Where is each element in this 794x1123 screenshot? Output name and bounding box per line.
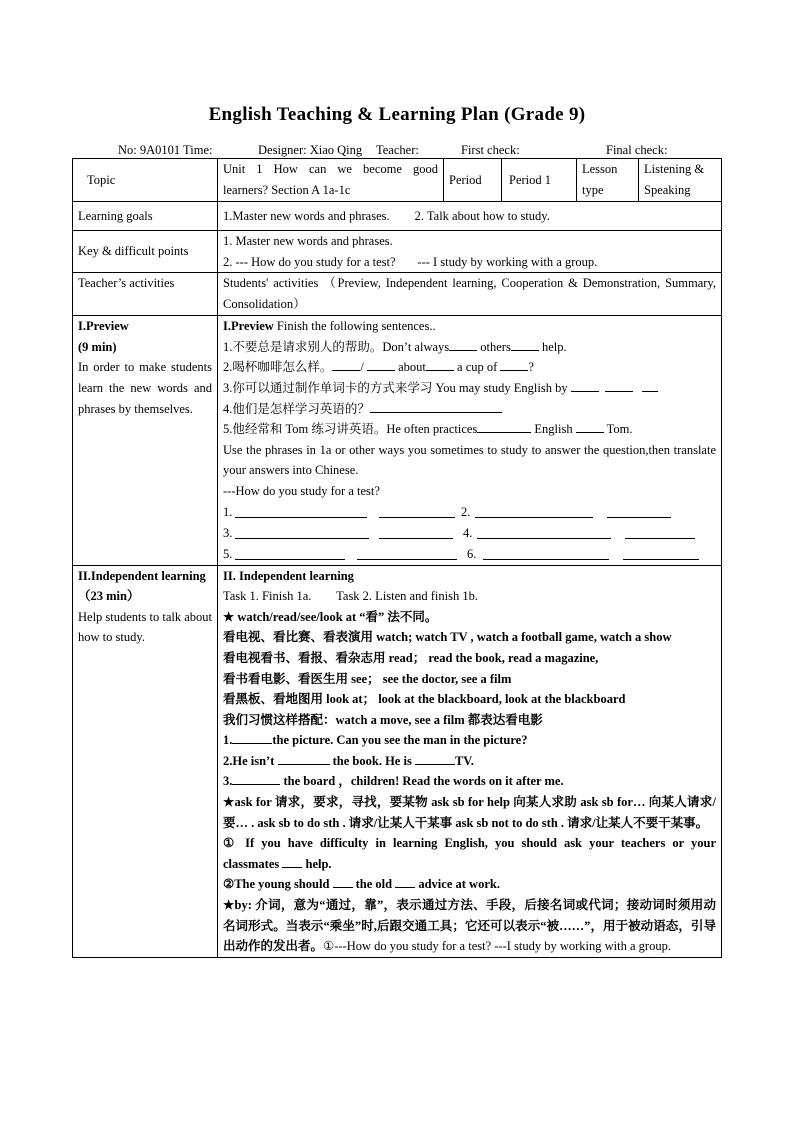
independent-row <box>73 565 722 957</box>
watch-read-see-note: ★ watch/read/see/look at “看” 法不同。 <box>223 609 438 624</box>
read-usage: 看电视看书、看报、看杂志用 read； read the book, read a magazine, <box>223 650 599 665</box>
answer-blank[interactable] <box>576 419 604 433</box>
page-title: English Teaching & Learning Plan (Grade 9) <box>208 104 586 125</box>
independent-left-desc: Help students to talk about how to study. <box>78 609 213 645</box>
preview-cell <box>218 316 722 565</box>
answer-line[interactable] <box>235 517 367 518</box>
answer-blank[interactable] <box>449 337 477 351</box>
plan-number: No: 9A0101 Time: <box>118 143 213 157</box>
ask-for-note: ★ask for 请求，要求，寻找，要某物 ask sb for help 向某人求助 ask sb for… 向某人请求/要… . ask sb to do sth . 请求/让某人干某事 ask sb not to do sth . 请求/让某人不要干某事。 <box>223 795 716 830</box>
preview-sentence-1: 1.不要总是请求别人的帮助。Don’t always others help. <box>223 337 716 358</box>
designer: Designer: Xiao Qing <box>258 143 363 157</box>
activities-row <box>73 273 722 316</box>
exercise-3: 3. the board ，children! Read the words on it after me. <box>223 771 716 792</box>
answer-blank[interactable] <box>278 751 330 765</box>
answer-lines-3-4: 3. 4. <box>223 523 716 544</box>
learning-goals-label: Learning goals <box>73 202 218 231</box>
answer-blank[interactable] <box>571 378 599 392</box>
answer-line[interactable] <box>357 559 457 560</box>
preview-left-cell <box>73 316 218 565</box>
use-phrases-instruction: Use the phrases in 1a or other ways you sometimes to study to answer the question,then translate your answers into Chinese. <box>223 442 716 478</box>
answer-blank[interactable] <box>370 399 502 413</box>
preview-left-heading: I.Preview <box>78 319 129 334</box>
topic-label: Topic <box>73 159 218 202</box>
period-value: Period 1 <box>502 159 577 202</box>
teacher: Teacher: <box>376 143 419 157</box>
answer-blank[interactable] <box>282 854 302 868</box>
preview-heading: I.Preview <box>223 319 274 334</box>
answer-line[interactable] <box>607 517 671 518</box>
ask-for-question-1: ① If you have difficulty in learning English, you should ask your teachers or your classmates help. <box>223 836 716 871</box>
topic-row <box>73 159 722 202</box>
answer-lines-1-2: 1. 2. <box>223 502 716 523</box>
preview-instruction-line <box>223 316 716 337</box>
key-points-label: Key & difficult points <box>73 231 218 273</box>
teacher-activities-label: Teacher’s activities <box>73 273 218 316</box>
key-point-1: 1. Master new words and phrases. <box>223 234 393 248</box>
independent-heading: II. Independent learning <box>223 568 354 583</box>
lesson-type-label: Lesson type <box>577 159 639 202</box>
answer-line[interactable] <box>483 559 609 560</box>
plan-table <box>72 158 722 958</box>
look-at-usage: 看黑板、看地图用 look at； look at the blackboard, look at the blackboard <box>223 692 626 707</box>
answer-blank[interactable] <box>232 771 280 785</box>
learning-goals-text: 1.Master new words and phrases. 2. Talk about how to study. <box>218 202 722 231</box>
answer-line[interactable] <box>475 517 593 518</box>
independent-left-heading: II.Independent learning（23 min） <box>78 568 206 604</box>
answer-line[interactable] <box>379 517 455 518</box>
preview-sentence-4: 4.他们是怎样学习英语的？ <box>223 399 716 420</box>
answer-blank[interactable] <box>332 357 360 371</box>
answer-line[interactable] <box>477 538 611 539</box>
answer-line[interactable] <box>235 559 345 560</box>
answer-line[interactable] <box>625 538 695 539</box>
answer-line[interactable] <box>623 559 699 560</box>
independent-cell <box>218 565 722 957</box>
key-points-cell <box>218 231 722 273</box>
answer-blank[interactable] <box>367 357 395 371</box>
independent-left-cell <box>73 565 218 957</box>
topic-value: Unit 1 How can we become good learners? Section A 1a-1c <box>218 159 444 202</box>
answer-lines-5-6: 5. 6. <box>223 544 716 565</box>
preview-row <box>73 316 722 565</box>
preview-instruction: Finish the following sentences.. <box>273 319 436 334</box>
students-activities-text: Students' activities （Preview, Independent learning, Cooperation & Demonstration, Summary, Consolidation） <box>218 273 722 316</box>
answer-blank[interactable] <box>500 357 528 371</box>
collocation-note: 我们习惯这样搭配：watch a move, see a film 都表达看电影 <box>223 712 543 727</box>
ask-for-question-2: ②The young should the old advice at work. <box>223 874 716 895</box>
exercise-2: 2.He isn’t the book. He is TV. <box>223 751 716 772</box>
answer-line[interactable] <box>379 538 453 539</box>
key-points-row <box>73 231 722 273</box>
first-check: First check: <box>461 143 520 157</box>
answer-blank[interactable] <box>477 419 531 433</box>
answer-line[interactable] <box>235 538 369 539</box>
preview-sentence-5: 5.他经常和 Tom 练习讲英语。He often practices English Tom. <box>223 419 716 440</box>
answer-blank[interactable] <box>426 357 454 371</box>
answer-blank[interactable] <box>395 874 415 888</box>
preview-left-time: (9 min) <box>78 339 117 354</box>
preview-sentence-3: 3.你可以通过制作单词卡的方式来学习 You may study English by <box>223 378 716 399</box>
period-label: Period <box>444 159 502 202</box>
final-check: Final check: <box>606 143 668 157</box>
lesson-type-value: Listening & Speaking <box>639 159 722 202</box>
preview-left-desc: In order to make students learn the new words and phrases by themselves. <box>78 360 212 416</box>
learning-goals-row <box>73 202 722 231</box>
see-usage: 看书看电影、看医生用 see； see the doctor, see a film <box>223 671 512 686</box>
exercise-1: 1. the picture. Can you see the man in the picture? <box>223 730 716 751</box>
answer-blank[interactable] <box>511 337 539 351</box>
independent-tasks: Task 1. Finish 1a. Task 2. Listen and finish 1b. <box>223 589 478 604</box>
key-point-2: 2. --- How do you study for a test? --- I study by working with a group. <box>223 254 598 269</box>
answer-blank[interactable] <box>232 730 272 744</box>
watch-usage: 看电视、看比赛、看表演用 watch; watch TV , watch a football game, watch a show <box>223 630 672 645</box>
answer-blank[interactable] <box>333 874 353 888</box>
answer-blank[interactable] <box>605 378 633 392</box>
answer-blank[interactable] <box>415 751 455 765</box>
answer-blank[interactable] <box>642 378 658 392</box>
by-note: ★by: 介词，意为“通过，靠”，表示通过方法、手段，后接名词或代词；接动词时须用动名词形式。当表示“乘坐”时,后跟交通工具；它还可以表示“被……”，用于被动语态，引导出动作的发出者。①---How do you study for a test? ---I study by working with a group. <box>223 898 716 954</box>
preview-question: ---How do you study for a test? <box>223 483 380 498</box>
preview-sentence-2: 2.喝杯咖啡怎么样。 / about a cup of ? <box>223 357 716 378</box>
